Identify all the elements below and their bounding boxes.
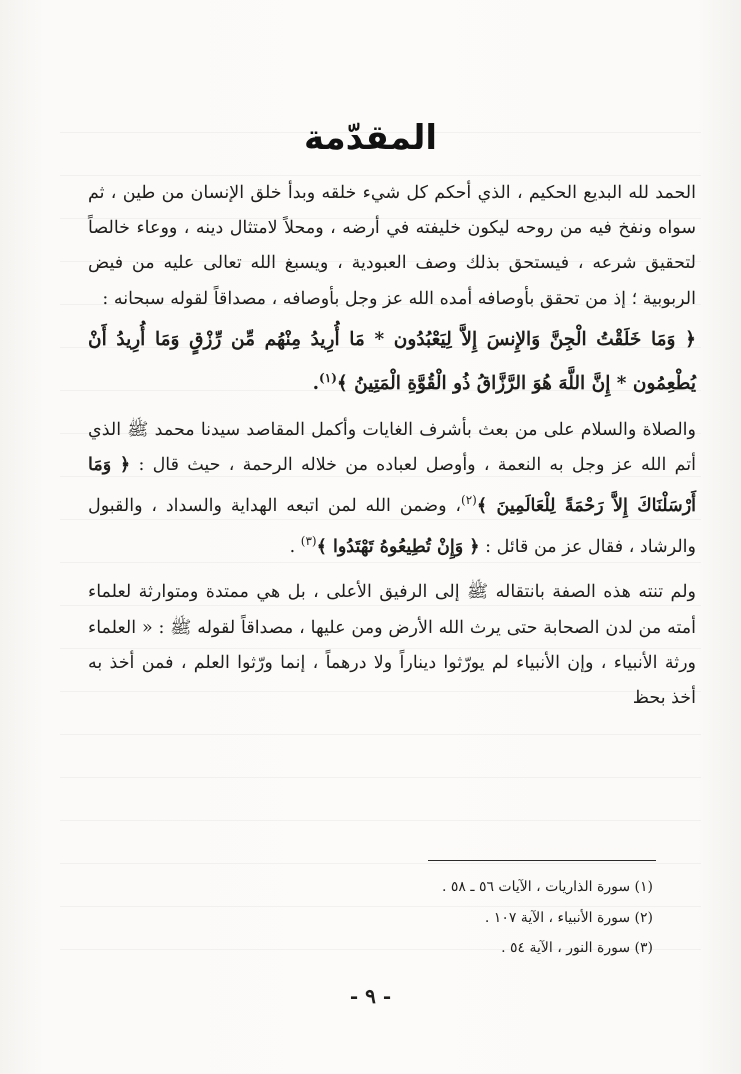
footnote-ref-2: (٢)	[461, 493, 477, 508]
footnote-ref-3: (٣)	[300, 534, 317, 549]
footnote-ref-1: (١)	[319, 370, 337, 385]
footnote-item: (٣) سورة النور ، الآية ٥٤ .	[501, 940, 653, 956]
salutation-end-period: .	[289, 537, 296, 558]
quran-verse-inline: ﴿ وَمَا أَرْسَلْنَاكَ إِلاَّ رَحْمَةً لِلْعَالَمِينَ ﴾	[88, 455, 697, 517]
page-number: - ٩ -	[349, 984, 392, 1008]
paragraph-salutation	[88, 413, 696, 565]
paragraph-intro: الحمد لله البديع الحكيم ، الذي أحكم كل شيء خلقه وبدأ خلق الإنسان من طين ، ثم سواه ونفخ فيه من روحه ليكون خليفته في أرضه ، ومحلاً لامتثال دينه ، ووعاء خالصاً لتحقيق شرعه ، فيستحق بذلك وصف العبودية ، ويسبغ الله تعالى عليه من فيض الربوبية ؛ إذ من تحقق بأوصافه أمده الله عز وجل بأوصافه ، مصداقاً لقوله سبحانه :	[88, 183, 696, 309]
verse-end-period: .	[312, 372, 320, 394]
quran-verse-inline-2: ﴿ وَإِنْ تُطِيعُوهُ تَهْتَدُوا ﴾	[316, 537, 480, 558]
main-text	[88, 176, 696, 716]
footnotes	[93, 872, 653, 964]
quran-verse: ﴿ وَمَا خَلَقْتُ الْجِنَّ وَالإِنسَ إِلاَّ لِيَعْبُدُون * مَا أُرِيدُ مِنْهُم مِّن رِّزْقٍ وَمَا أُرِيدُ أَنْ يُطْعِمُون * إِنَّ اللَّهَ هُوَ الرَّزَّاقُ ذُو الْقُوَّةِ الْمَتِينُ ﴾	[88, 328, 696, 394]
footnote-separator	[428, 860, 656, 861]
paragraph-scholars: ولم تنته هذه الصفة بانتقاله ﷺ إلى الرفيق الأعلى ، بل هي ممتدة ومتوارثة لعلماء أمته من لدن الصحابة حتى يرث الله الأرض ومن عليها ، مصداقاً لقوله ﷺ : « العلماء ورثة الأنبياء ، وإن الأنبياء لم يورّثوا ديناراً ولا درهماً ، إنما ورّثوا العلم ، فمن أخذ به أخذ بحظ	[88, 582, 696, 709]
footnote-item: (٢) سورة الأنبياء ، الآية ١٠٧ .	[484, 909, 653, 926]
salutation-text-b: ، وضمن الله لمن اتبعه الهداية والسداد ، والقبول والرشاد ، فقال عز من قائل :	[88, 496, 696, 558]
footnote-item: (١) سورة الذاريات ، الآيات ٥٦ ـ ٥٨ .	[441, 879, 653, 895]
quran-verse-block	[88, 321, 696, 403]
page-title: المقدّمة	[304, 118, 437, 158]
salutation-text-a: والصلاة والسلام على من بعث بأشرف الغايات وأكمل المقاصد سيدنا محمد ﷺ الذي أتم الله عز وجل به النعمة ، وأوصل لعباده من خلاله الرحمة ، حيث قال :	[88, 419, 696, 476]
